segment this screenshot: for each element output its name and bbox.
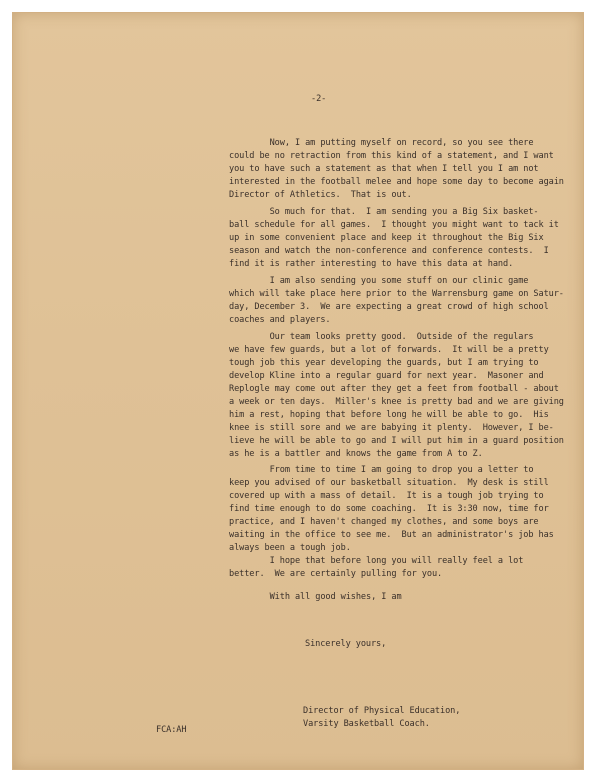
signature-block: Director of Physical Education, Varsity Basketball Coach. <box>303 706 461 729</box>
paragraph-record-statement: Now, I am putting myself on record, so you see there could be no retraction from this kind of a statement, and I want you to have such a statement as that when I tell you I am not interested in the football melee and hope some day to become again Director of Athletics. That is out. <box>229 138 564 200</box>
paragraph-basketball-situation: From time to time I am going to drop you a letter to keep you advised of our basketball situation. My desk is still covered up with a mass of detail. It is a tough job trying to find time enough to do some coaching. It is 3:30 now, time for practice, and I haven't changed my clothes, and some boys are waiting in the office to see me. But an administrator's job has always been a tough job. <box>229 465 554 553</box>
paragraph-good-wishes: With all good wishes, I am <box>229 592 402 602</box>
letter-page <box>12 12 584 770</box>
paragraph-clinic-game: I am also sending you some stuff on our clinic game which will take place here prior to the Warrensburg game on Satur- day, December 3. We are expecting a great crowd of high school coaches and players. <box>229 276 564 325</box>
closing: Sincerely yours, <box>305 639 387 649</box>
typist-initials: FCA:AH <box>156 725 187 735</box>
paragraph-get-well: I hope that before long you will really feel a lot better. We are certainly pulling for you. <box>229 556 524 579</box>
paragraph-big-six-schedule: So much for that. I am sending you a Big Six basket- ball schedule for all games. I thought you might want to tack it up in some convenient place and keep it throughout the Big Six season and watch the non-conference and conference contests. I find it is rather interesting to have this data at hand. <box>229 207 559 269</box>
page-number: -2- <box>311 94 327 104</box>
paragraph-team-outlook: Our team looks pretty good. Outside of the regulars we have few guards, but a lot of forwards. It will be a pretty tough job this year developing the guards, but I am trying to develop Kline into a regular guard for next year. Masoner and Replogle may come out after they get a feet from football - about a week or ten days. Miller's knee is pretty bad and we are giving him a rest, hoping that before long he will be able to go. His knee is still sore and we are babying it plenty. However, I be- lieve he will be able to go and I will put him in a guard position as he is a battler and knows the game from A to Z. <box>229 332 564 459</box>
